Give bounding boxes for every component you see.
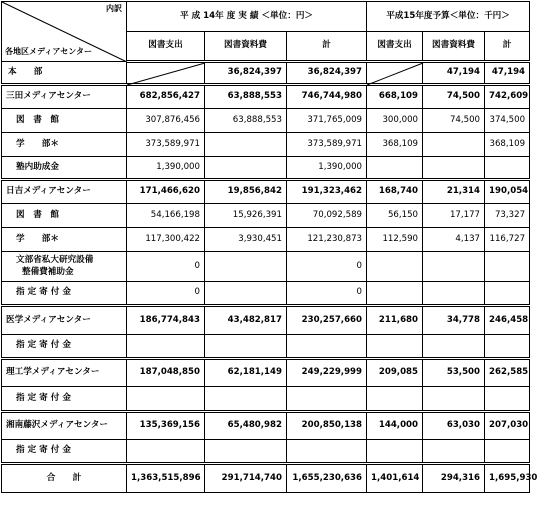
row-label: 学 部＊: [2, 228, 127, 252]
cell-total-2003: [485, 252, 530, 282]
row-label: 学 部＊: [2, 133, 127, 157]
cell-books-2002: 117,300,422: [127, 228, 205, 252]
cell-books-2003: 112,590: [367, 228, 423, 252]
cell-total-2002: 371,765,009: [287, 109, 367, 133]
cell-materials-2003: 294,316: [423, 464, 485, 493]
cell-materials-2003: 74,500: [423, 109, 485, 133]
row-label: 湘南藤沢メディアセンター: [2, 412, 127, 440]
cell-materials-2003: 34,778: [423, 306, 485, 335]
cell-books-2002: 171,466,620: [127, 180, 205, 204]
table-row: [2, 412, 530, 440]
cell-books-2002: 1,390,000: [127, 157, 205, 180]
cell-materials-2002: 15,926,391: [205, 204, 287, 228]
table-row: [2, 252, 530, 282]
cell-total-2003: 368,109: [485, 133, 530, 157]
cell-materials-2002: [205, 282, 287, 306]
cell-total-2002: 746,744,980: [287, 85, 367, 109]
cell-total-2002: [287, 440, 367, 464]
cell-books-2003: 300,000: [367, 109, 423, 133]
cell-books-2002: 187,048,850: [127, 359, 205, 387]
cell-total-2003: 742,609: [485, 85, 530, 109]
cell-materials-2002: [205, 387, 287, 412]
row-label: 三田メディアセンター: [2, 85, 127, 109]
cell-books-2002: 186,774,843: [127, 306, 205, 335]
cell-books-2003: 1,401,614: [367, 464, 423, 493]
cell-total-2002: 191,323,462: [287, 180, 367, 204]
cell-materials-2003: [423, 387, 485, 412]
table-row: [2, 133, 530, 157]
cell-books-2003: 168,740: [367, 180, 423, 204]
cell-materials-2003: 53,500: [423, 359, 485, 387]
cell-materials-2003: [423, 440, 485, 464]
row-label: 図 書 館: [2, 204, 127, 228]
cell-books-2002: 0: [127, 252, 205, 282]
table-row: [2, 228, 530, 252]
cell-materials-2002: [205, 335, 287, 359]
table-row: [2, 440, 530, 464]
cell-total-2002: [287, 387, 367, 412]
row-label: 医学メディアセンター: [2, 306, 127, 335]
cell-total-2002: 121,230,873: [287, 228, 367, 252]
cell-books-2003: [367, 387, 423, 412]
table-row: [2, 359, 530, 387]
row-label: 指 定 寄 付 金: [2, 335, 127, 359]
corner-top-label: 内訳: [106, 4, 122, 13]
cell-materials-2003: 17,177: [423, 204, 485, 228]
cell-materials-2003: 47,194: [423, 62, 485, 85]
cell-books-2002: 307,876,456: [127, 109, 205, 133]
cell-books-2003: 144,000: [367, 412, 423, 440]
table-row: [2, 109, 530, 133]
cell-materials-2002: 291,714,740: [205, 464, 287, 493]
cell-total-2002: [287, 335, 367, 359]
row-label: 図 書 館: [2, 109, 127, 133]
cell-materials-2002: [205, 133, 287, 157]
cell-books-2003: [367, 252, 423, 282]
table-row: [2, 85, 530, 109]
cell-materials-2002: 19,856,842: [205, 180, 287, 204]
cell-total-2003: 207,030: [485, 412, 530, 440]
row-label-line1: 文部省私大研究設備: [16, 255, 94, 266]
cell-total-2003: 1,695,930: [485, 464, 530, 493]
cell-materials-2003: 4,137: [423, 228, 485, 252]
corner-header-cell: [2, 2, 127, 62]
cell-total-2003: 262,585: [485, 359, 530, 387]
cell-total-2002: 70,092,589: [287, 204, 367, 228]
cell-total-2002: 230,257,660: [287, 306, 367, 335]
table-row: [2, 157, 530, 180]
cell-total-2002: 249,229,999: [287, 359, 367, 387]
cell-materials-2003: 63,030: [423, 412, 485, 440]
cell-materials-2003: [423, 252, 485, 282]
table-row-total: [2, 464, 530, 493]
col-header-books-2003: 図書支出: [367, 32, 423, 62]
col-header-total-2002: 計: [287, 32, 367, 62]
row-label: 指 定 寄 付 金: [2, 387, 127, 412]
cell-materials-2003: [423, 282, 485, 306]
cell-books-2002: [127, 440, 205, 464]
row-label: 理工学メディアセンター: [2, 359, 127, 387]
cell-total-2003: [485, 335, 530, 359]
cell-materials-2002: 36,824,397: [205, 62, 287, 85]
cell-books-2003: 209,085: [367, 359, 423, 387]
cell-total-2003: 47,194: [485, 62, 530, 85]
cell-total-2003: 190,054: [485, 180, 530, 204]
group-header-2003: 平成15年度予算＜単位：千円＞: [367, 2, 530, 32]
cell-total-2003: [485, 157, 530, 180]
cell-books-2003: 211,680: [367, 306, 423, 335]
cell-total-2002: 36,824,397: [287, 62, 367, 85]
cell-materials-2003: [423, 133, 485, 157]
cell-total-2003: [485, 282, 530, 306]
cell-materials-2002: [205, 252, 287, 282]
col-header-books-2002: 図書支出: [127, 32, 205, 62]
row-label: 日吉メディアセンター: [2, 180, 127, 204]
cell-books-2002: 1,363,515,896: [127, 464, 205, 493]
cell-books-2002: 54,166,198: [127, 204, 205, 228]
cell-books-2002: [127, 335, 205, 359]
cell-total-2002: 200,850,138: [287, 412, 367, 440]
empty-diagonal-cell: [367, 62, 423, 85]
cell-total-2003: [485, 387, 530, 412]
row-label: 合 計: [2, 464, 127, 493]
table-row: [2, 180, 530, 204]
cell-books-2002: 0: [127, 282, 205, 306]
cell-total-2003: 246,458: [485, 306, 530, 335]
cell-total-2002: 0: [287, 282, 367, 306]
cell-books-2003: [367, 157, 423, 180]
cell-total-2003: 116,727: [485, 228, 530, 252]
row-label: 指 定 寄 付 金: [2, 440, 127, 464]
cell-books-2002: [127, 387, 205, 412]
col-header-materials-2003: 図書資料費: [423, 32, 485, 62]
cell-books-2002: 135,369,156: [127, 412, 205, 440]
table-row: [2, 387, 530, 412]
cell-books-2003: [367, 335, 423, 359]
cell-total-2003: 374,500: [485, 109, 530, 133]
cell-books-2003: [367, 440, 423, 464]
cell-books-2003: [367, 282, 423, 306]
table-row: [2, 335, 530, 359]
cell-materials-2003: [423, 335, 485, 359]
cell-books-2003: 56,150: [367, 204, 423, 228]
budget-table: [1, 1, 537, 493]
col-header-total-2003: 計: [485, 32, 530, 62]
cell-materials-2002: [205, 157, 287, 180]
cell-books-2003: 368,109: [367, 133, 423, 157]
row-label-line2: 整備費補助金: [22, 266, 74, 277]
cell-materials-2002: 63,888,553: [205, 109, 287, 133]
cell-total-2002: 0: [287, 252, 367, 282]
table-row: [2, 282, 530, 306]
table-row: [2, 306, 530, 335]
table-row: [2, 204, 530, 228]
cell-books-2002: 373,589,971: [127, 133, 205, 157]
row-label: [2, 252, 127, 282]
cell-materials-2002: 63,888,553: [205, 85, 287, 109]
table-row: [2, 62, 530, 85]
cell-materials-2003: 21,314: [423, 180, 485, 204]
corner-bottom-label: 各地区メディアセンター: [5, 46, 92, 56]
col-header-materials-2002: 図書資料費: [205, 32, 287, 62]
cell-total-2002: 1,390,000: [287, 157, 367, 180]
cell-total-2003: [485, 440, 530, 464]
cell-total-2002: 1,655,230,636: [287, 464, 367, 493]
cell-materials-2002: 3,930,451: [205, 228, 287, 252]
cell-materials-2003: [423, 157, 485, 180]
cell-materials-2002: [205, 440, 287, 464]
cell-books-2003: 668,109: [367, 85, 423, 109]
cell-total-2002: 373,589,971: [287, 133, 367, 157]
row-label: 指 定 寄 付 金: [2, 282, 127, 306]
cell-books-2002: 682,856,427: [127, 85, 205, 109]
cell-total-2003: 73,327: [485, 204, 530, 228]
cell-materials-2002: 62,181,149: [205, 359, 287, 387]
row-label: 本 部: [2, 62, 127, 85]
cell-materials-2002: 65,480,982: [205, 412, 287, 440]
empty-diagonal-cell: [127, 62, 205, 85]
group-header-2002: 平 成 14年 度 実 績 ＜単位：円＞: [127, 2, 367, 32]
row-label: 塾内助成金: [2, 157, 127, 180]
cell-materials-2003: 74,500: [423, 85, 485, 109]
cell-materials-2002: 43,482,817: [205, 306, 287, 335]
